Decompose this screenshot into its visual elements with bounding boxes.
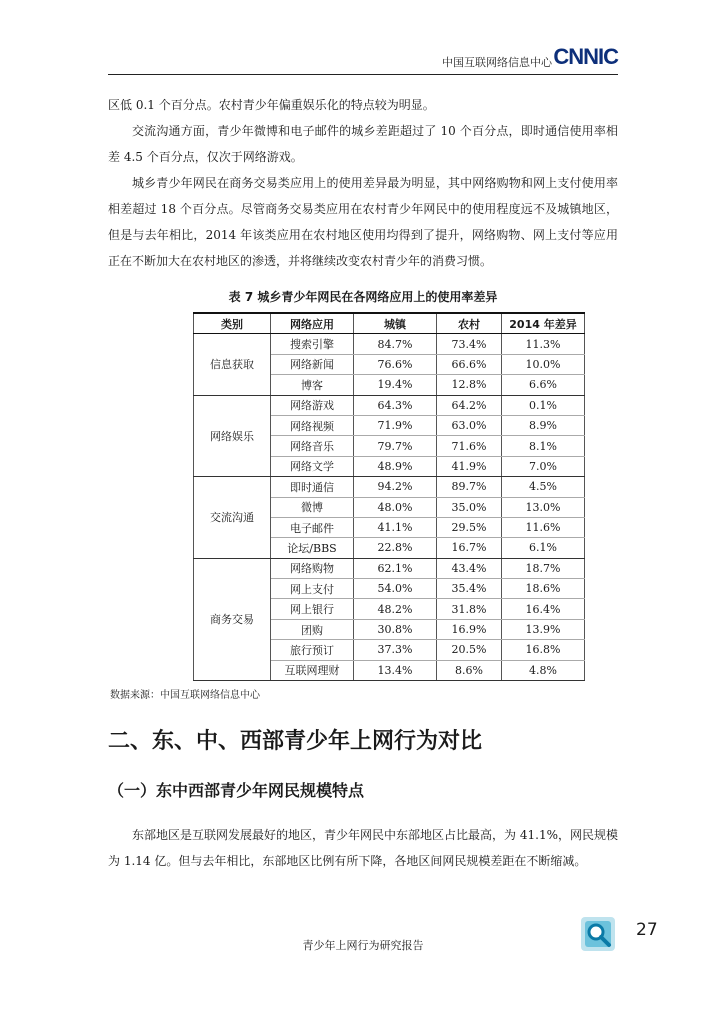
urban-cell: 13.4% <box>354 660 437 680</box>
rural-cell: 35.4% <box>437 579 502 599</box>
rural-cell: 35.0% <box>437 497 502 517</box>
table-row <box>194 395 585 415</box>
rural-cell: 64.2% <box>437 395 502 415</box>
app-cell: 搜索引擎 <box>271 334 354 354</box>
app-cell: 即时通信 <box>271 477 354 497</box>
table-title: 表 7 城乡青少年网民在各网络应用上的使用率差异 <box>228 290 498 304</box>
paragraph-1: 区低 0.1 个百分点。农村青少年偏重娱乐化的特点较为明显。 <box>108 98 435 112</box>
urban-cell: 62.1% <box>354 558 437 578</box>
difference-cell: 4.8% <box>502 660 585 680</box>
difference-cell: 18.7% <box>502 558 585 578</box>
difference-cell: 11.3% <box>502 334 585 354</box>
difference-cell: 7.0% <box>502 456 585 476</box>
rural-cell: 66.6% <box>437 354 502 374</box>
rural-cell: 63.0% <box>437 415 502 435</box>
difference-cell: 4.5% <box>502 477 585 497</box>
difference-cell: 13.0% <box>502 497 585 517</box>
app-cell: 网络新闻 <box>271 354 354 374</box>
header-category: 类别 <box>194 313 271 334</box>
difference-cell: 0.1% <box>502 395 585 415</box>
rural-cell: 12.8% <box>437 375 502 395</box>
urban-cell: 71.9% <box>354 415 437 435</box>
category-cell: 交流沟通 <box>194 477 271 559</box>
urban-cell: 48.0% <box>354 497 437 517</box>
rural-cell: 31.8% <box>437 599 502 619</box>
app-cell: 网上支付 <box>271 579 354 599</box>
urban-cell: 94.2% <box>354 477 437 497</box>
subsection-heading: （一）东中西部青少年网民规模特点 <box>108 781 365 800</box>
paragraph-2: 交流沟通方面，青少年微博和电子邮件的城乡差距超过了 10 个百分点，即时通信使用率相差 4.5 个百分点，仅次于网络游戏。 <box>108 124 618 164</box>
intro-text <box>108 92 618 274</box>
rural-cell: 16.9% <box>437 619 502 639</box>
rural-cell: 29.5% <box>437 517 502 537</box>
difference-cell: 6.1% <box>502 538 585 558</box>
rural-cell: 20.5% <box>437 640 502 660</box>
app-cell: 网络视频 <box>271 415 354 435</box>
urban-cell: 22.8% <box>354 538 437 558</box>
footer-title: 青少年上网行为研究报告 <box>302 939 424 952</box>
cnnic-logo: CNNIC <box>553 44 618 69</box>
app-cell: 博客 <box>271 375 354 395</box>
table-header-row <box>194 313 585 334</box>
header-difference: 2014 年差异 <box>502 313 585 334</box>
app-cell: 网络购物 <box>271 558 354 578</box>
app-cell: 网络文学 <box>271 456 354 476</box>
difference-cell: 16.4% <box>502 599 585 619</box>
header-urban: 城镇 <box>354 313 437 334</box>
header-org: 中国互联网络信息中心 <box>442 56 552 69</box>
urban-cell: 30.8% <box>354 619 437 639</box>
header-rural: 农村 <box>437 313 502 334</box>
app-cell: 微博 <box>271 497 354 517</box>
difference-cell: 8.9% <box>502 415 585 435</box>
table-row <box>194 558 585 578</box>
urban-cell: 37.3% <box>354 640 437 660</box>
difference-cell: 11.6% <box>502 517 585 537</box>
rural-cell: 71.6% <box>437 436 502 456</box>
urban-cell: 54.0% <box>354 579 437 599</box>
usage-table <box>193 312 585 681</box>
urban-cell: 64.3% <box>354 395 437 415</box>
app-cell: 电子邮件 <box>271 517 354 537</box>
app-cell: 互联网理财 <box>271 660 354 680</box>
section-heading: 二、东、中、西部青少年上网行为对比 <box>108 729 483 754</box>
category-cell: 网络娱乐 <box>194 395 271 477</box>
paragraph-3: 城乡青少年网民在商务交易类应用上的使用差异最为明显，其中网络购物和网上支付使用率相差超过 18 个百分点。尽管商务交易类应用在农村青少年网民中的使用程度远不及城镇地区，但是与去年相比，2014 年该类应用在农村地区使用均得到了提升，网络购物、网上支付等应用正在不断加大在农村地区的渗透，并将继续改变农村青少年的消费习惯。 <box>108 176 618 268</box>
app-cell: 团购 <box>271 619 354 639</box>
difference-cell: 10.0% <box>502 354 585 374</box>
page-header <box>108 44 618 75</box>
category-cell: 商务交易 <box>194 558 271 680</box>
rural-cell: 8.6% <box>437 660 502 680</box>
difference-cell: 13.9% <box>502 619 585 639</box>
app-cell: 旅行预订 <box>271 640 354 660</box>
urban-cell: 79.7% <box>354 436 437 456</box>
table-row <box>194 477 585 497</box>
urban-cell: 48.9% <box>354 456 437 476</box>
app-cell: 网上银行 <box>271 599 354 619</box>
closing-paragraph: 东部地区是互联网发展最好的地区，青少年网民中东部地区占比最高，为 41.1%，网民规模为 1.14 亿。但与去年相比，东部地区比例有所下降，各地区间网民规模差距在不断缩减。 <box>108 828 618 868</box>
difference-cell: 16.8% <box>502 640 585 660</box>
rural-cell: 73.4% <box>437 334 502 354</box>
urban-cell: 19.4% <box>354 375 437 395</box>
rural-cell: 89.7% <box>437 477 502 497</box>
rural-cell: 41.9% <box>437 456 502 476</box>
difference-cell: 6.6% <box>502 375 585 395</box>
table-row <box>194 334 585 354</box>
app-cell: 论坛/BBS <box>271 538 354 558</box>
difference-cell: 8.1% <box>502 436 585 456</box>
app-cell: 网络音乐 <box>271 436 354 456</box>
category-cell: 信息获取 <box>194 334 271 395</box>
urban-cell: 48.2% <box>354 599 437 619</box>
urban-cell: 84.7% <box>354 334 437 354</box>
header-application: 网络应用 <box>271 313 354 334</box>
difference-cell: 18.6% <box>502 579 585 599</box>
urban-cell: 41.1% <box>354 517 437 537</box>
rural-cell: 16.7% <box>437 538 502 558</box>
rural-cell: 43.4% <box>437 558 502 578</box>
app-cell: 网络游戏 <box>271 395 354 415</box>
page-number: 27 <box>636 920 658 940</box>
urban-cell: 76.6% <box>354 354 437 374</box>
data-source: 数据来源：中国互联网络信息中心 <box>110 690 260 701</box>
